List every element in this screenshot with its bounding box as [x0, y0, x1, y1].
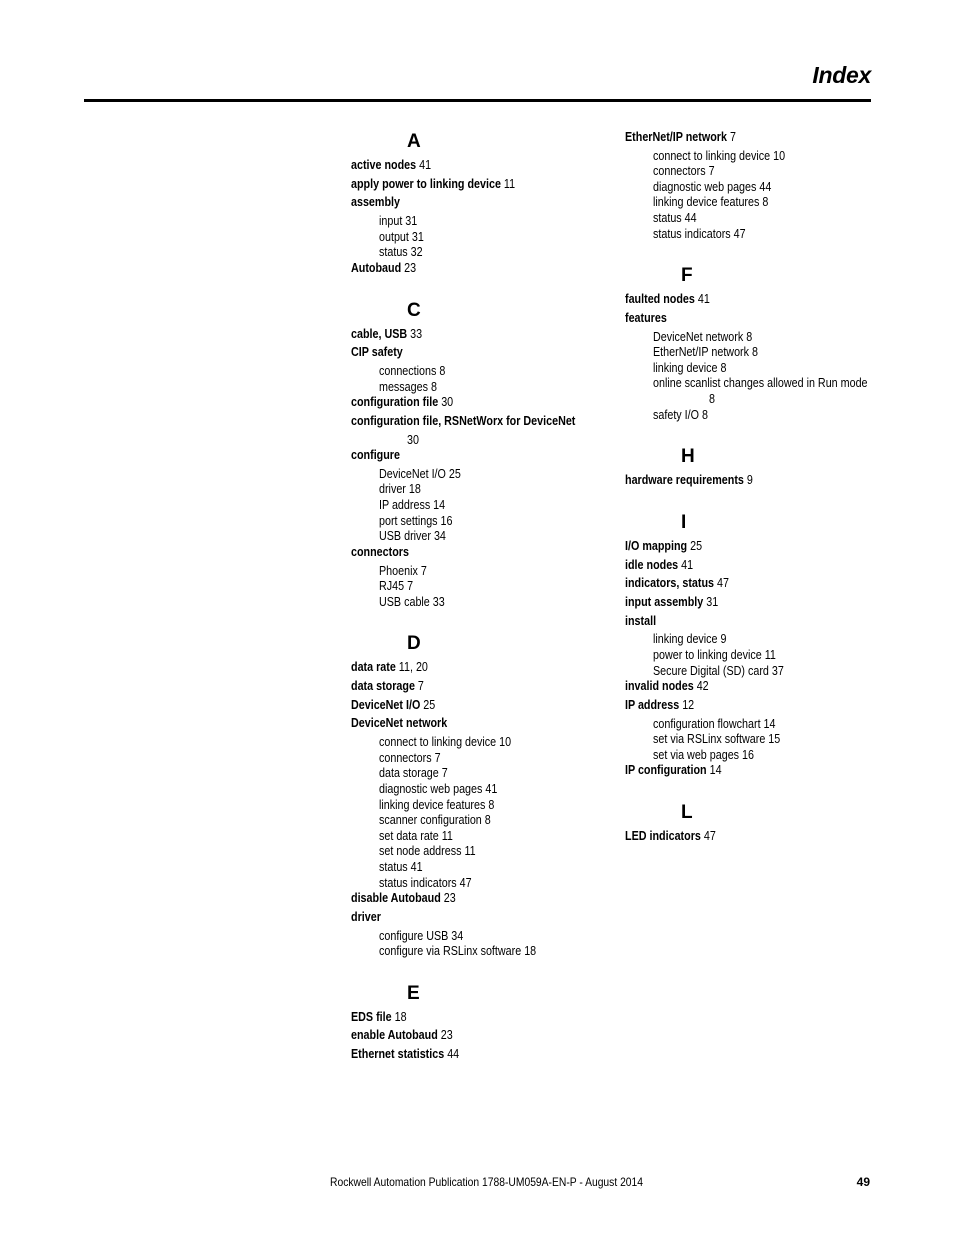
index-term [351, 261, 566, 277]
term-label: I/O mapping [625, 538, 688, 553]
subentry: USB driver 34 [379, 529, 446, 544]
subentry: input 31 [379, 214, 418, 229]
term-pages: 47 [717, 576, 729, 591]
subentry: DeviceNet network 8 [653, 329, 753, 344]
index-section [351, 130, 601, 277]
subentry: linking device 8 [653, 360, 727, 375]
subentry: status 32 [379, 245, 423, 260]
term-label: configuration file, RSNetWorx for DeviceNet [351, 413, 576, 428]
term-label: driver [351, 909, 381, 924]
term-pages: 23 [404, 260, 417, 275]
term-pages: 41 [681, 557, 694, 572]
index-term [351, 660, 566, 676]
term-label: DeviceNet I/O [351, 697, 421, 712]
term-pages: 11, 20 [398, 660, 428, 675]
term-label: IP configuration [625, 763, 707, 778]
index-term [625, 829, 840, 845]
subentry: driver 18 [379, 482, 421, 497]
term-pages: 7 [417, 679, 424, 694]
index-section [625, 130, 875, 242]
term-pages: 14 [709, 763, 722, 778]
subentry: online scanlist changes allowed in Run mode [653, 376, 868, 391]
subentry: data storage 7 [379, 766, 448, 781]
term-label: assembly [351, 195, 401, 210]
index-term [625, 576, 840, 592]
term-pages: 44 [447, 1047, 460, 1062]
term-pages: 33 [410, 326, 423, 341]
term-pages: 42 [696, 679, 709, 694]
subentry: linking device features 8 [379, 797, 495, 812]
term-label: idle nodes [625, 557, 679, 572]
term-label: Autobaud [351, 260, 402, 275]
term-label: apply power to linking device [351, 176, 501, 191]
index-term [351, 716, 566, 732]
subentry: DeviceNet I/O 25 [379, 466, 461, 481]
term-label: hardware requirements [625, 473, 744, 488]
header-rule [84, 99, 871, 102]
subentry: configure via RSLinx software 18 [379, 944, 537, 959]
term-label: EtherNet/IP network [625, 130, 727, 144]
index-term [625, 292, 840, 308]
index-term [351, 679, 566, 695]
index-section [351, 982, 601, 1063]
subentry: connections 8 [379, 364, 446, 378]
index-term [625, 698, 840, 714]
term-label: disable Autobaud [351, 891, 441, 906]
index-column-left [351, 130, 601, 1085]
subentry: connectors 7 [379, 750, 441, 765]
subentry: status 44 [653, 211, 697, 226]
index-term [351, 395, 566, 411]
subentry: Phoenix 7 [379, 563, 427, 578]
term-pages: 31 [706, 595, 719, 610]
section-letter: C [407, 299, 421, 321]
term-label: Ethernet statistics [351, 1047, 445, 1062]
index-section [625, 264, 875, 423]
index-term [351, 1010, 566, 1026]
term-label: active nodes [351, 158, 417, 172]
term-pages: 7 [729, 130, 736, 144]
index-term [625, 130, 840, 146]
index-term [351, 345, 566, 361]
term-pages: 47 [703, 829, 716, 844]
subentry: set via RSLinx software 15 [653, 732, 781, 747]
section-letter: F [681, 265, 693, 287]
subentry: EtherNet/IP network 8 [653, 345, 758, 360]
subentry: diagnostic web pages 44 [653, 179, 772, 194]
subentry: power to linking device 11 [653, 648, 776, 663]
index-term [351, 910, 566, 926]
subentry: linking device 9 [653, 632, 727, 647]
section-letter: D [407, 633, 421, 655]
section-letter: A [407, 131, 421, 152]
section-letter: L [681, 802, 693, 824]
subentry: IP address 14 [379, 498, 446, 513]
index-term [625, 311, 840, 327]
publication-footer: Rockwell Automation Publication 1788-UM059A-EN-P - August 2014 [330, 1175, 644, 1189]
subentry: status indicators 47 [653, 226, 746, 241]
term-label: cable, USB [351, 326, 408, 341]
page-number: 49 [856, 1175, 870, 1189]
term-pages: 41 [697, 292, 710, 307]
subentry: configuration flowchart 14 [653, 716, 776, 731]
term-label: DeviceNet network [351, 716, 448, 731]
term-label: data storage [351, 679, 415, 694]
term-pages: 11 [503, 176, 516, 191]
term-label: install [625, 613, 657, 628]
subentry: port settings 16 [379, 513, 453, 528]
index-section [625, 445, 875, 489]
term-pages: 18 [394, 1009, 407, 1024]
term-label: configure [351, 448, 400, 463]
section-letter: E [407, 982, 420, 1004]
term-label: features [625, 310, 667, 325]
term-pages: 25 [423, 697, 436, 712]
index-term [351, 448, 566, 464]
term-label: enable Autobaud [351, 1028, 438, 1043]
term-label: input assembly [625, 595, 704, 610]
index-term [351, 327, 566, 343]
index-term [625, 473, 840, 489]
subentry: USB cable 33 [379, 594, 445, 609]
index-term [351, 195, 566, 211]
section-letter: I [681, 511, 687, 533]
subentry-pages-continued: 8 [709, 392, 715, 407]
term-label: IP address [625, 697, 680, 712]
index-section [351, 632, 601, 959]
index-column-right [625, 130, 875, 867]
index-term [351, 158, 566, 174]
index-term [625, 539, 840, 555]
subentry: messages 8 [379, 379, 437, 394]
section-letter: H [681, 446, 695, 468]
term-pages: 25 [690, 538, 703, 553]
subentry: scanner configuration 8 [379, 813, 491, 828]
subentry: connect to linking device 10 [653, 148, 786, 163]
subentry: safety I/O 8 [653, 407, 708, 422]
index-term [625, 595, 840, 611]
term-label: CIP safety [351, 345, 403, 360]
term-label: LED indicators [625, 829, 701, 844]
index-section [625, 511, 875, 779]
index-term [351, 413, 576, 430]
term-label: faulted nodes [625, 292, 695, 307]
index-term [625, 558, 840, 574]
term-label: data rate [351, 660, 396, 675]
index-term [625, 679, 840, 695]
index-section [625, 801, 875, 845]
index-section [351, 299, 601, 611]
subentry: linking device features 8 [653, 195, 769, 210]
subentry: connectors 7 [653, 164, 715, 179]
term-label: EDS file [351, 1009, 392, 1024]
subentry: connect to linking device 10 [379, 735, 512, 750]
index-term [351, 1047, 566, 1063]
index-term [625, 763, 840, 779]
subentry: set node address 11 [379, 844, 476, 859]
subentry: RJ45 7 [379, 579, 414, 594]
page-title: Index [812, 62, 871, 88]
subentry: Secure Digital (SD) card 37 [653, 663, 784, 678]
term-label: invalid nodes [625, 679, 694, 694]
index-term [351, 545, 566, 561]
term-label: connectors [351, 544, 409, 559]
term-label: indicators, status [625, 576, 715, 591]
index-term [625, 614, 840, 630]
subentry: diagnostic web pages 41 [379, 781, 498, 796]
term-pages: 23 [443, 891, 456, 906]
term-pages: 23 [440, 1028, 453, 1043]
subentry: configure USB 34 [379, 928, 464, 943]
subentry: status 41 [379, 859, 423, 874]
index-term [351, 177, 566, 193]
term-pages-continued: 30 [407, 432, 419, 447]
index-term [351, 891, 566, 907]
index-term [351, 698, 566, 714]
subentry: set data rate 11 [379, 828, 453, 843]
term-pages: 12 [682, 697, 695, 712]
index-term [351, 1028, 566, 1044]
term-pages: 30 [441, 395, 454, 410]
term-label: configuration file [351, 395, 439, 410]
term-pages: 9 [746, 473, 753, 488]
subentry: status indicators 47 [379, 875, 472, 890]
subentry: set via web pages 16 [653, 747, 755, 762]
subentry: output 31 [379, 229, 424, 244]
term-pages: 41 [419, 158, 432, 172]
